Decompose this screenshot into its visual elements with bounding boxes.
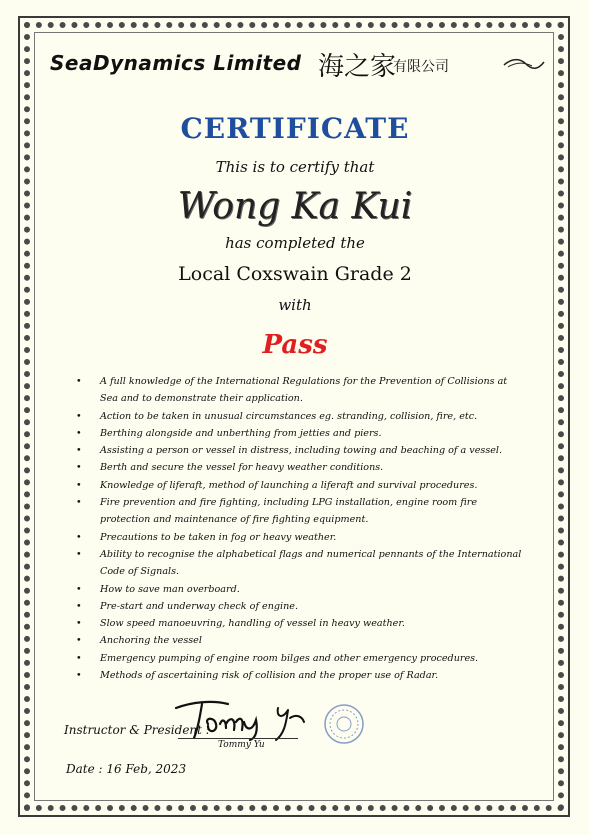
signer-name: Tommy Yu: [218, 740, 265, 750]
recipient-name: Wong Ka Kui: [177, 186, 413, 227]
list-item: • How to save man overboard.: [82, 581, 522, 598]
company-name-cn: 海之家: [318, 52, 397, 82]
list-item: • Action to be taken in unusual circumstances eg. stranding, collision, fire, etc.: [82, 408, 522, 425]
list-item: • Berth and secure the vessel for heavy weather conditions.: [82, 459, 522, 476]
list-item: • Emergency pumping of engine room bilges and other emergency procedures.: [82, 650, 522, 667]
company-name-en: SeaDynamics Limited: [50, 51, 302, 75]
issue-date: Date : 16 Feb, 2023: [66, 762, 187, 776]
list-item: • Slow speed manoeuvring, handling of vessel in heavy weather.: [82, 615, 522, 632]
company-header: [50, 48, 550, 80]
result-pass: Pass: [262, 330, 328, 360]
list-item: • Precautions to be taken in fog or heavy weather.: [82, 529, 522, 546]
list-item: • Fire prevention and fire fighting, including LPG installation, engine room fire protection and maintenance of fire fighting equipment.: [82, 494, 522, 529]
completed-line: has completed the: [225, 234, 365, 252]
list-item: • Methods of ascertaining risk of collision and the proper use of Radar.: [82, 667, 522, 684]
list-item: • Berthing alongside and unberthing from jetties and piers.: [82, 425, 522, 442]
instructor-label: Instructor & President :: [64, 723, 210, 737]
competency-list: [82, 373, 522, 684]
certify-line: This is to certify that: [215, 158, 375, 176]
with-line: with: [278, 296, 312, 314]
list-item: • Anchoring the vessel: [82, 632, 522, 649]
list-item: • Assisting a person or vessel in distress, including towing and beaching of a vessel.: [82, 442, 522, 459]
list-item: • Pre-start and underway check of engine.: [82, 598, 522, 615]
list-item: • A full knowledge of the International Regulations for the Prevention of Collisions at Sea and to demonstrate their application.: [82, 373, 522, 408]
list-item: • Ability to recognise the alphabetical flags and numerical pennants of the International Code of Signals.: [82, 546, 522, 581]
list-item: • Knowledge of liferaft, method of launching a liferaft and survival procedures.: [82, 477, 522, 494]
course-name: Local Coxswain Grade 2: [178, 263, 412, 285]
company-seal-stamp: [322, 702, 366, 746]
signature-line: [178, 738, 298, 739]
handwritten-signature: [172, 694, 312, 742]
company-name-cn-suffix: 有限公司: [393, 59, 449, 75]
certificate-title: CERTIFICATE: [180, 112, 410, 145]
wave-logo-icon: [502, 56, 546, 72]
